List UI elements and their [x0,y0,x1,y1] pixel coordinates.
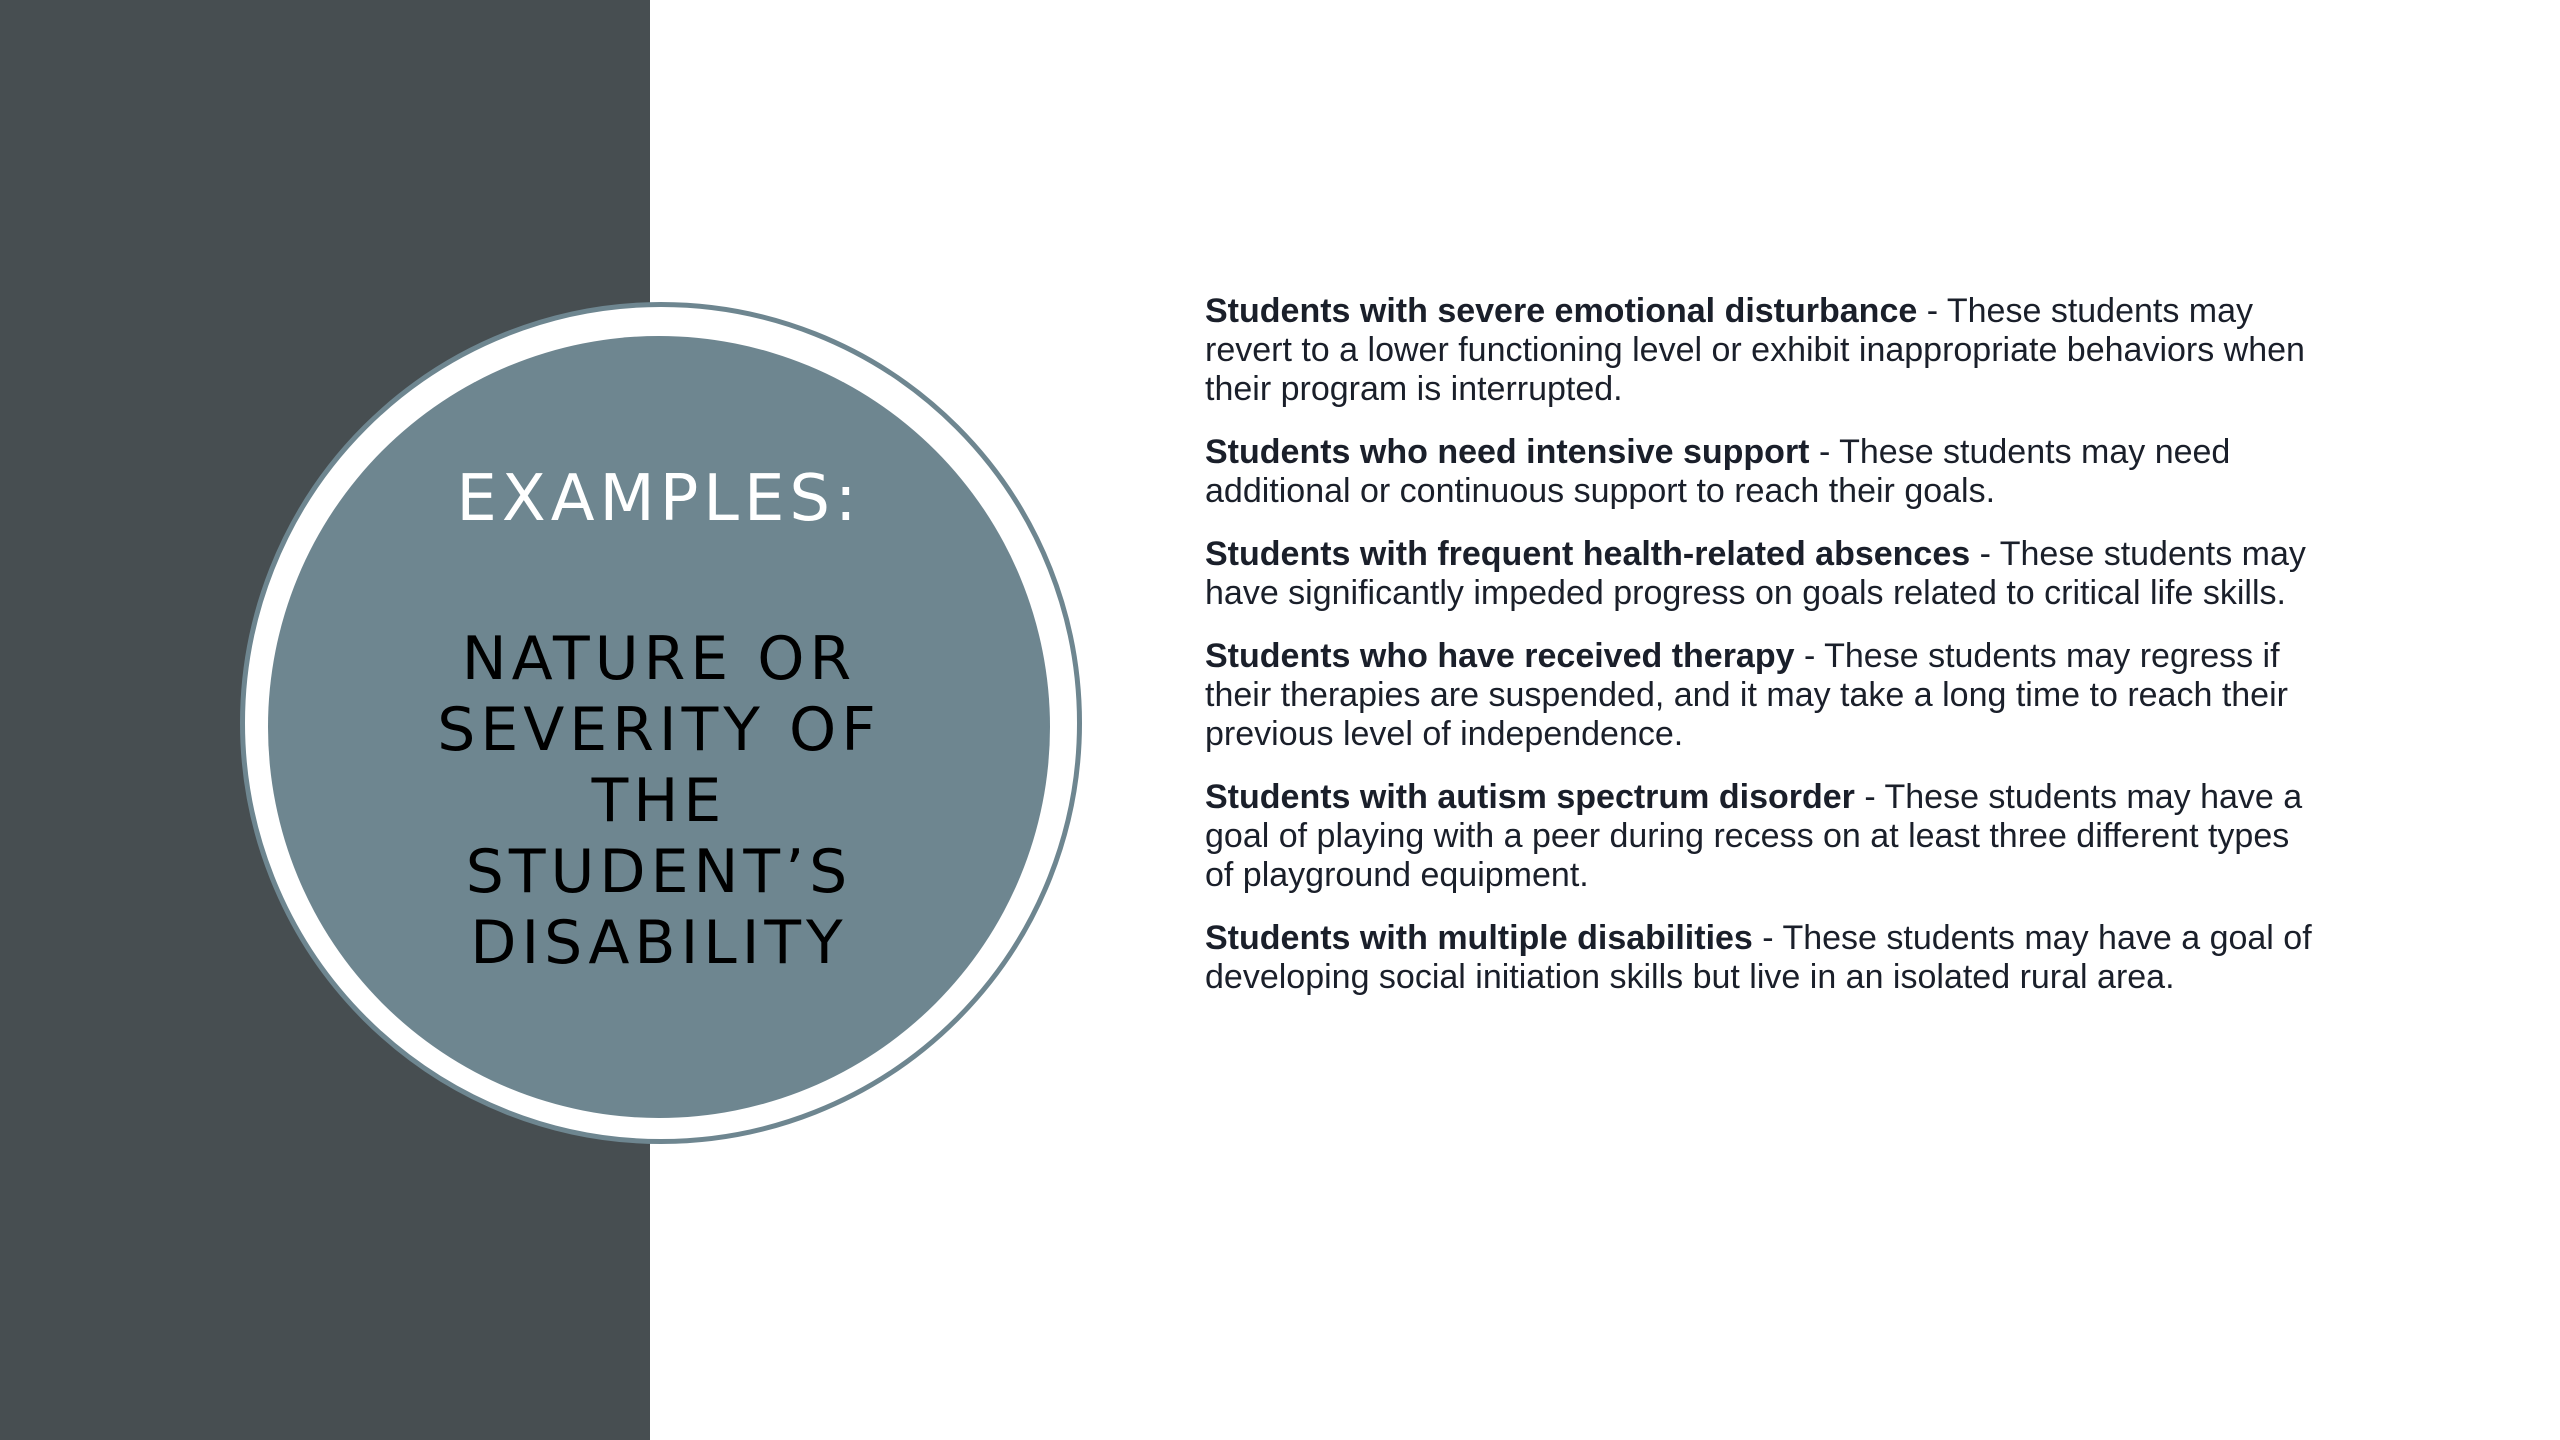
example-text: - These students may have a goal of playing with a peer during recess on at least three different types of playground equipment. [1205,778,2303,894]
example-text: - These students may have significantly impeded progress on goals related to critical life skills. [1205,535,2306,612]
examples-list [1205,292,2315,1021]
example-lead: Students who need intensive support [1205,433,1810,471]
slide-title: EXAMPLES: [456,462,862,536]
example-text: - These students may regress if their therapies are suspended, and it may take a long time to reach their previous level of independence. [1205,637,2288,753]
example-item [1205,637,2315,754]
example-item [1205,292,2315,409]
example-lead: Students with multiple disabilities [1205,919,1753,957]
example-item [1205,433,2315,511]
example-text: - These students may have a goal of developing social initiation skills but live in an isolated rural area. [1205,919,2312,996]
example-text: - These students may revert to a lower functioning level or exhibit inappropriate behaviors when their program is interrupted. [1205,292,2305,408]
example-lead: Students with frequent health-related absences [1205,535,1971,573]
example-lead: Students with autism spectrum disorder [1205,778,1855,816]
slide-subtitle: NATURE OR SEVERITY OF THE STUDENT’S DISABILITY [437,624,881,978]
example-lead: Students with severe emotional disturbance [1205,292,1918,330]
example-lead: Students who have received therapy [1205,637,1795,675]
example-item [1205,919,2315,997]
example-text: - These students may need additional or continuous support to reach their goals. [1205,433,2231,510]
example-item [1205,535,2315,613]
example-item [1205,778,2315,895]
